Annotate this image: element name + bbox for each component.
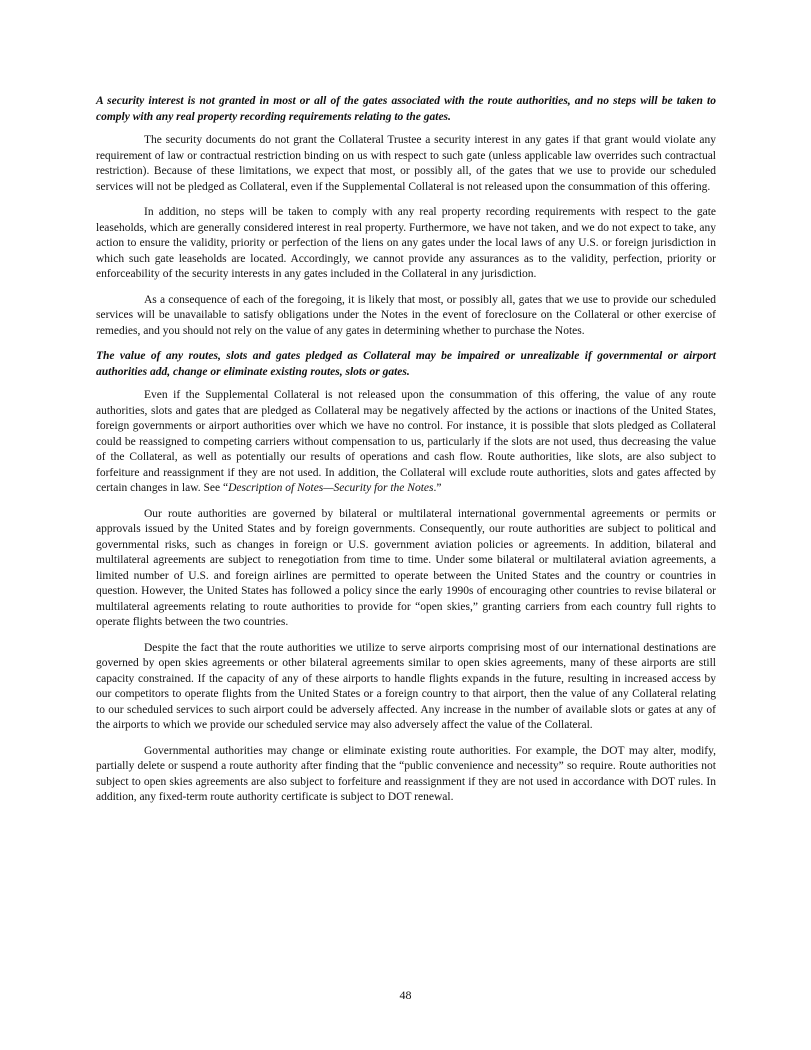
- paragraph-security-documents: The security documents do not grant the Collateral Trustee a security interest in any gates if that grant would violate any requirement of law or contractual restriction binding on us with respect to such gate (unless applicable law overrides such contractual restriction). Because of these limitations, we expect that most, or possibly all, of the gates that we use to provide our scheduled services will not be pledged as Collateral, even if the Supplemental Collateral is not released upon the consummation of this offering.: [96, 134, 716, 193]
- document-page: [96, 94, 716, 816]
- paragraph-text-end: .”: [433, 482, 442, 494]
- paragraph-real-property-recording: In addition, no steps will be taken to comply with any real property recording requirements with respect to the gate leaseholds, which are generally considered interest in real property. Furthermore, we have not taken, and we do not expect to take, any action to ensure the validity, priority or perfection of the liens on any gates under the local laws of any U.S. or foreign jurisdiction in which such gate leaseholds are located. Accordingly, we cannot provide any assurances as to the validity, perfection, priority or enforceability of the security interests in any gates included in the Collateral in any jurisdiction.: [96, 206, 716, 280]
- paragraph-text: Even if the Supplemental Collateral is not released upon the consummation of this offering, the value of any route authorities, slots and gates that are pledged as Collateral may be negatively affected by the actions or inactions of the United States, foreign governments or airport authorities over which we have no control. For instance, it is possible that slots pledged as Collateral could be reassigned to competing carriers without compensation to us, particularly if the slots are not used, thus decreasing the value of the Collateral, as well as potentially our results of operations and cash flow. Route authorities, like slots, are also subject to forfeiture and reassignment if they are not used. In addition, the Collateral will exclude route authorities, slots and gates affected by certain changes in law. See “: [96, 389, 716, 494]
- section-heading-value-impaired: The value of any routes, slots and gates pledged as Collateral may be impaired or unrealizable if governmental or airport authorities add, change or eliminate existing routes, slots or gates.: [96, 350, 716, 378]
- paragraph-consequence: As a consequence of each of the foregoing, it is likely that most, or possibly all, gates that we use to provide our scheduled services will be unavailable to satisfy obligations under the Notes in the event of foreclosure on the Collateral or other exercise of remedies, and you should not rely on the value of any gates in determining whether to purchase the Notes.: [96, 293, 716, 337]
- page-number: 48: [399, 988, 412, 1002]
- cross-reference-link: Description of Notes—Security for the Notes: [228, 482, 434, 494]
- paragraph-route-authorities-governed: Our route authorities are governed by bilateral or multilateral international governmental agreements or permits or approvals issued by the United States and by foreign governments. Consequently, our route authorities are subject to political and governmental risks, such as changes in foreign or U.S. government aviation policies or agreements. In addition, bilateral and multilateral agreements are subject to renegotiation from time to time. Under some bilateral or multilateral aviation agreements, a limited number of U.S. and foreign airlines are permitted to operate between the United States and the country or countries in question. However, the United States has followed a policy since the early 1990s of encouraging other countries to revise bilateral or multilateral agreements relating to route authorities to provide for “open skies,” granting carriers from each country full rights to operate flights between the two countries.: [96, 507, 716, 628]
- section-heading-gates-security: A security interest is not granted in most or all of the gates associated with the route authorities, and no steps will be taken to comply with any real property recording requirements relating to the gates.: [96, 95, 716, 123]
- paragraph-supplemental-collateral: [96, 388, 716, 497]
- paragraph-open-skies: Despite the fact that the route authorities we utilize to serve airports comprising most of our international destinations are governed by open skies agreements or other bilateral agreements similar to open skies agreements, many of these airports are still capacity constrained. If the capacity of any of these airports to handle flights expands in the future, resulting in increased access by our competitors to operate flights from the United States or a foreign country to that airport, then the value of any Collateral relating to our scheduled services to such airport could be adversely affected. Any increase in the number of available slots or gates at any of the airports to which we provide our scheduled service may also adversely affect the value of the Collateral.: [96, 641, 716, 731]
- paragraph-governmental-authorities: Governmental authorities may change or eliminate existing route authorities. For example, the DOT may alter, modify, partially delete or suspend a route authority after finding that the “public convenience and necessity” so require. Route authorities not subject to open skies agreements are also subject to forfeiture and reassignment if they are not used in accordance with DOT rules. In addition, any fixed-term route authority certificate is subject to DOT renewal.: [96, 744, 716, 803]
